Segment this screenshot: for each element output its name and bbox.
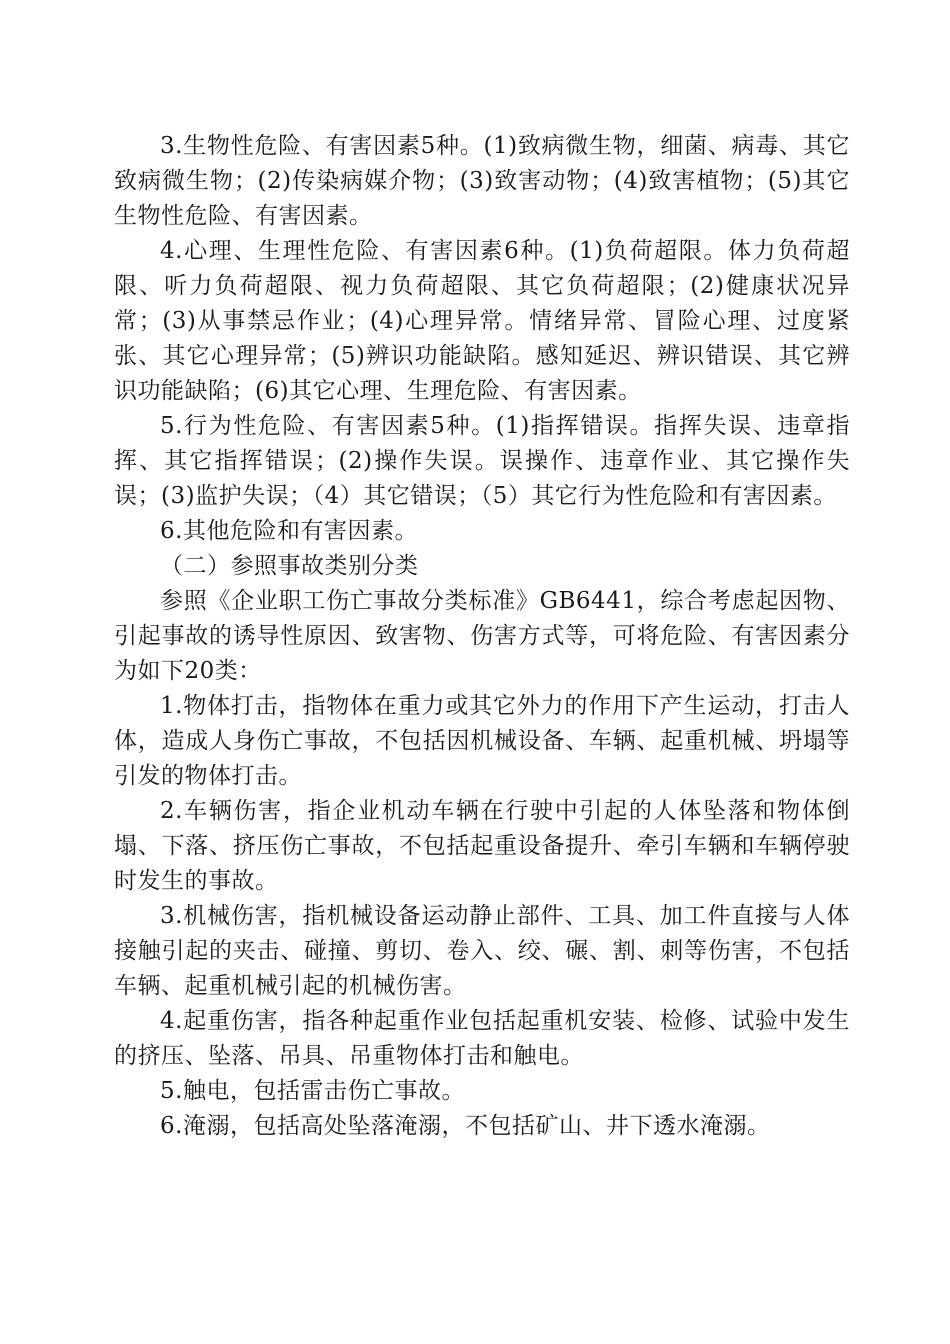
paragraph-drowning: 6.淹溺，包括高处坠落淹溺，不包括矿山、井下透水淹溺。 — [160, 1113, 771, 1139]
paragraph-psychological-physiological-hazards: 4.心理、生理性危险、有害因素6种。(1)负荷超限。体力负荷超限、听力负荷超限、视力负荷超限、其它负荷超限；(2)健康状况异常；(3)从事禁忌作业；(4)心理异常。情绪异常、冒险心理、过度紧张、其它心理异常；(5)辨识功能缺陷。感知延迟、辨识错误、其它辨识功能缺陷；(6)其它心理、生理危险、有害因素。 — [114, 238, 850, 404]
paragraph-biological-hazards: 3.生物性危险、有害因素5种。(1)致病微生物，细菌、病毒、其它致病微生物；(2)传染病媒介物；(3)致害动物；(4)致害植物；(5)其它生物性危险、有害因素。 — [114, 133, 850, 229]
paragraph-behavioral-hazards: 5.行为性危险、有害因素5种。(1)指挥错误。指挥失误、违章指挥、其它指挥错误；(2)操作失误。误操作、违章作业、其它操作失误；(3)监护失误；（4）其它错误；（5）其它行为性危险和有害因素。 — [114, 413, 850, 509]
paragraph-electric-shock: 5.触电，包括雷击伤亡事故。 — [160, 1078, 465, 1104]
paragraph-mechanical-injury: 3.机械伤害，指机械设备运动静止部件、工具、加工件直接与人体接触引起的夹击、碰撞、剪切、卷入、绞、碾、割、刺等伤害，不包括车辆、起重机械引起的机械伤害。 — [114, 903, 850, 999]
paragraph-vehicle-injury: 2.车辆伤害，指企业机动车辆在行驶中引起的人体坠落和物体倒塌、下落、挤压伤亡事故，不包括起重设备提升、牵引车辆和车辆停驶时发生的事故。 — [114, 798, 850, 894]
paragraph-other-hazards: 6.其他危险和有害因素。 — [160, 518, 418, 544]
document-body — [114, 129, 850, 1144]
paragraph-gb6441-reference: 参照《企业职工伤亡事故分类标准》GB6441，综合考虑起因物、引起事故的诱导性原因、致害物、伤害方式等，可将危险、有害因素分为如下20类： — [114, 588, 850, 684]
paragraph-object-strike: 1.物体打击，指物体在重力或其它外力的作用下产生运动，打击人体，造成人身伤亡事故，不包括因机械设备、车辆、起重机械、坍塌等引发的物体打击。 — [114, 693, 850, 789]
paragraph-lifting-injury: 4.起重伤害，指各种起重作业包括起重机安装、检修、试验中发生的挤压、坠落、吊具、吊重物体打击和触电。 — [114, 1008, 850, 1069]
section-heading-accident-classification: （二）参照事故类别分类 — [160, 553, 419, 579]
